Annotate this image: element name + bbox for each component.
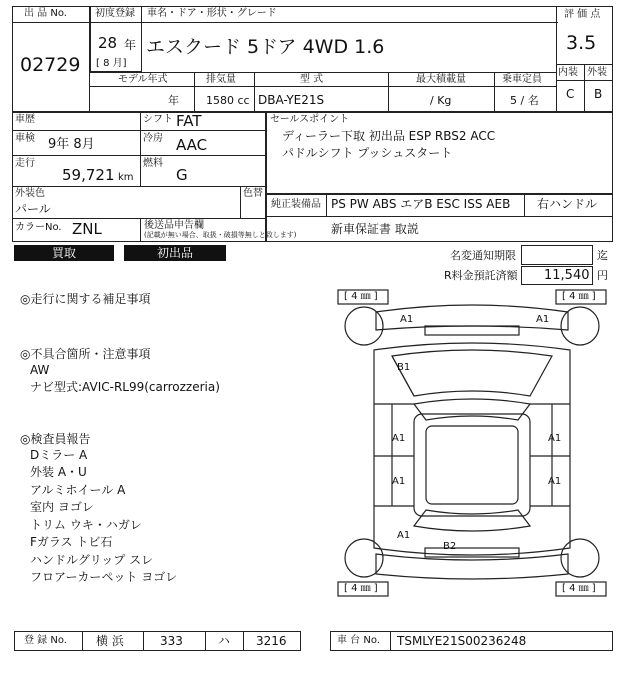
first-reg-year-unit: 年 [124, 38, 137, 52]
report-line: アルミホイール A [30, 483, 126, 497]
report-line: ハンドルグリップ スレ [30, 553, 154, 567]
exterior-grade: B [594, 87, 603, 101]
divider [205, 631, 206, 651]
score-label: 評 価 点 [564, 9, 601, 20]
report-line: フロアーカーペット ヨゴレ [30, 570, 178, 584]
divider [326, 194, 327, 216]
first-listing-badge: 初出品 [124, 245, 226, 261]
divider [194, 72, 195, 112]
handle-value: 右ハンドル [537, 197, 598, 211]
color-no-value: ZNL [72, 220, 102, 238]
model-year-label: モデル年式 [118, 74, 168, 85]
drive-remarks-title: ◎走行に関する補足事項 [20, 292, 151, 306]
shift-value: FAT [176, 112, 202, 130]
load-value: / Kg [430, 94, 452, 107]
exterior-color-value: パール [15, 202, 51, 216]
divider [240, 186, 241, 218]
model-year-unit: 年 [168, 94, 179, 107]
load-label: 最大積載量 [416, 74, 466, 85]
mark-left-2: A1 [392, 476, 406, 487]
color-change-label: 色替 [243, 188, 263, 199]
recycle-unit: 円 [597, 269, 608, 282]
mileage-label: 走行 [15, 158, 35, 169]
mileage-value: 59,721 [62, 166, 115, 184]
inspection-label: 車検 [15, 133, 35, 144]
mark-hood: B1 [397, 362, 411, 373]
divider [494, 72, 495, 112]
buy-badge: 買取 [14, 245, 114, 261]
interior-grade: C [566, 87, 575, 101]
mark-right-2: A1 [548, 476, 562, 487]
report-line: 室内 ヨゴレ [30, 500, 94, 514]
report-line: Fガラス トビ石 [30, 535, 113, 549]
mark-rear-left: A1 [397, 530, 411, 541]
sales-points-line1: ディーラー下取 初出品 ESP RBS2 ACC [282, 129, 496, 143]
aftermarket-label: 後送品申告欄 [144, 220, 204, 231]
type-value: DBA-YE21S [258, 93, 325, 107]
ac-value: AAC [176, 136, 208, 154]
divider [90, 22, 558, 23]
displacement-value: 1580 cc [206, 94, 250, 107]
fuel-value: G [176, 166, 188, 184]
car-diagram [330, 286, 614, 616]
mark-front-right: A1 [536, 314, 550, 325]
mileage-unit: km [118, 172, 134, 183]
chassis-number: TSMLYE21S00236248 [397, 634, 527, 648]
divider [12, 130, 266, 131]
capacity-value: 5 / 名 [510, 94, 539, 107]
report-line: 外装 A・U [30, 465, 87, 479]
divider [266, 216, 613, 217]
type-label: 型 式 [300, 74, 324, 85]
first-reg-month: [ 8 月] [96, 58, 127, 69]
divider [243, 631, 244, 651]
first-reg-label: 初度登録 [95, 8, 135, 19]
exterior-color-label: 外装色 [15, 188, 45, 199]
displacement-label: 排気量 [206, 74, 236, 85]
interior-label: 内装 [558, 67, 578, 78]
reg-kana: ハ [218, 634, 231, 648]
fuel-label: 燃料 [143, 158, 163, 169]
defect-1: AW [30, 363, 50, 377]
recycle-value: 11,540 [544, 268, 590, 283]
equipment-label: 純正装備品 [271, 199, 321, 210]
divider [12, 218, 266, 219]
tire-label-rr: [ 4 ㎜ ] [562, 583, 596, 594]
divider [524, 194, 525, 216]
car-name-label: 車名・ドア・形状・グレード [147, 8, 277, 19]
inspection-value: 9年 8月 [48, 137, 95, 152]
name-change-label: 名変通知期限 [450, 249, 516, 262]
lot-number: 02729 [20, 54, 81, 76]
divider [90, 72, 556, 73]
reg-class: 333 [160, 634, 183, 648]
lot-label: 出 品 No. [24, 8, 67, 19]
divider [388, 72, 389, 112]
divider [82, 631, 83, 651]
defects-title: ◎不具合箇所・注意事項 [20, 347, 151, 361]
divider [12, 22, 90, 23]
divider [12, 186, 266, 187]
divider [140, 112, 141, 186]
report-line: トリム ウキ・ハガレ [30, 518, 142, 532]
divider [90, 86, 556, 87]
mark-front-left: A1 [400, 314, 414, 325]
color-no-label: カラーNo. [15, 222, 62, 233]
divider [140, 218, 141, 242]
divider [254, 72, 255, 112]
divider [12, 155, 266, 156]
divider [556, 80, 613, 81]
report-line: Dミラー A [30, 448, 88, 462]
equipment-items: PS PW ABS エアB ESC ISS AEB [331, 197, 511, 211]
name-change-field [521, 245, 593, 265]
first-reg-year: 28 [98, 34, 118, 52]
reg-number: 3216 [256, 634, 287, 648]
reg-label: 登 録 No. [24, 635, 67, 646]
chassis-label: 車 台 No. [337, 635, 380, 646]
inspector-title: ◎検査員報告 [20, 432, 91, 446]
history-label: 車歴 [15, 114, 35, 125]
sales-points-line2: パドルシフト プッシュスタート [282, 146, 453, 160]
warranty-value: 新車保証書 取説 [331, 222, 419, 236]
tire-label-fr: [ 4 ㎜ ] [562, 291, 596, 302]
divider [390, 631, 391, 651]
reg-place: 横 浜 [96, 634, 124, 648]
recycle-label: R料金預託済額 [444, 269, 518, 282]
ac-label: 冷房 [143, 133, 163, 144]
sales-points-label: セールスポイント [270, 114, 350, 125]
capacity-label: 乗車定員 [502, 74, 542, 85]
defect-2: ナビ型式:AVIC-RL99(carrozzeria) [30, 380, 220, 394]
aftermarket-note: (記載が無い場合、取扱・破損等無しと致します) [144, 231, 297, 239]
score-value: 3.5 [566, 32, 597, 54]
mark-rear: B2 [443, 541, 457, 552]
divider [143, 631, 144, 651]
shift-label: シフト [143, 114, 173, 125]
tire-label-fl: [ 4 ㎜ ] [344, 291, 378, 302]
car-name: エスクード 5ドア 4WD 1.6 [146, 36, 385, 58]
mark-left-1: A1 [392, 433, 406, 444]
name-change-unit: 迄 [597, 249, 608, 262]
mark-right-1: A1 [548, 433, 562, 444]
exterior-label: 外装 [587, 67, 607, 78]
divider [584, 64, 585, 112]
tire-label-rl: [ 4 ㎜ ] [344, 583, 378, 594]
